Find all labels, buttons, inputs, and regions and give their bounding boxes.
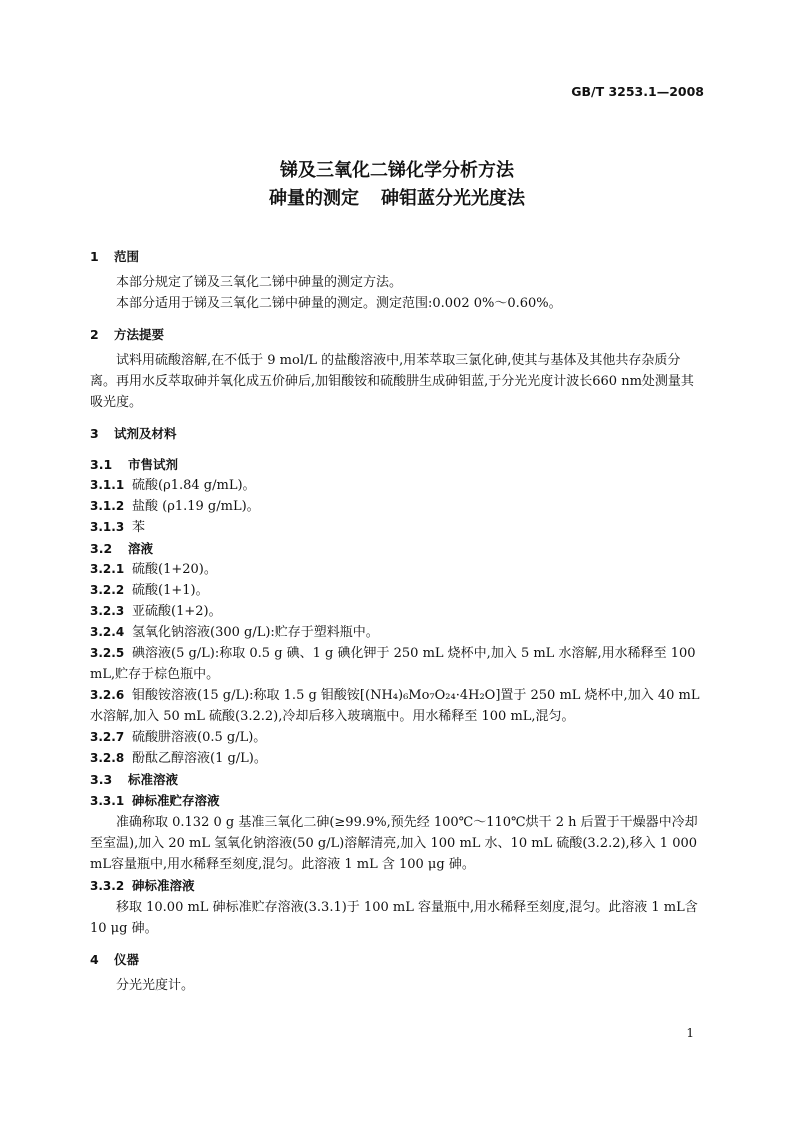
paragraph: 本部分规定了锑及三氧化二锑中砷量的测定方法。 [116,275,403,290]
list-item [90,601,706,622]
section-number: 1 [90,249,99,264]
section-heading-1 [90,246,706,267]
item-text: 硫酸(ρ1.84 g/mL)。 [132,478,256,493]
section-title: 仪器 [114,952,140,967]
item-text: 硫酸肼溶液(0.5 g/L)。 [132,730,267,745]
item-number: 3.2.2 [90,583,125,597]
page-number: 1 [686,1026,694,1040]
item-number: 3.2.1 [90,562,125,576]
section-number: 3 [90,426,99,441]
standard-code: GB/T 3253.1—2008 [571,84,704,99]
item-title: 砷标准溶液 [132,878,195,893]
sub-subsection-heading [90,875,706,897]
list-item [90,748,706,769]
section-title: 方法提要 [114,327,165,342]
item-number: 3.1.3 [90,520,125,534]
list-item [90,727,706,748]
item-number: 3.2.3 [90,604,125,618]
section-heading-4 [90,949,706,970]
subsection-title: 市售试剂 [128,457,179,472]
list-item [90,559,706,580]
sub-subsection-heading [90,790,706,812]
item-number: 3.2.4 [90,625,125,639]
paragraph: 试料用硫酸溶解,在不低于 9 mol/L 的盐酸溶液中,用苯萃取三氯化砷,使其与基体及其他共存杂质分离。再用水反萃取砷并氧化成五价砷后,加钼酸铵和硫酸肼生成砷钼蓝,于分光光度计波长660 nm处测量其吸光度。 [90,353,694,410]
list-item [90,475,706,496]
document-title-line1: 锑及三氧化二锑化学分析方法 [280,160,514,181]
list-item [90,685,706,727]
item-text: 硫酸(1+1)。 [132,583,209,598]
item-number: 3.3.1 [90,794,125,808]
paragraph: 移取 10.00 mL 砷标准贮存溶液(3.3.1)于 100 mL 容量瓶中,用水稀释至刻度,混匀。此溶液 1 mL含 10 μg 砷。 [90,900,698,936]
item-text: 苯 [132,520,146,535]
title-part-a: 砷量的测定 [269,188,359,209]
item-number: 3.2.8 [90,751,125,765]
section-title: 范围 [114,249,140,264]
section-number: 4 [90,952,99,967]
item-text: 盐酸 (ρ1.19 g/mL)。 [132,499,260,514]
subsection-number: 3.3 [90,772,113,787]
item-number: 3.2.7 [90,730,125,744]
subsection-heading [90,769,706,790]
subsection-title: 溶液 [128,541,154,556]
title-part-b: 砷钼蓝分光光度法 [381,188,525,209]
spacer [90,413,706,423]
list-item [90,580,706,601]
paragraph: 准确称取 0.132 0 g 基准三氧化二砷(≥99.9%,预先经 100℃～110℃烘干 2 h 后置于干燥器中冷却至室温),加入 20 mL 氢氧化钠溶液(50 g/L)溶解清亮,加入 100 mL 水、10 mL 硫酸(3.2.2),移入 1 000 mL容量瓶中,用水稀释至刻度,混匀。此溶液 1 mL 含 100 μg 砷。 [90,815,698,872]
section-heading-2 [90,324,706,345]
item-text: 钼酸铵溶液(15 g/L):称取 1.5 g 钼酸铵[(NH₄)₆Mo₇O₂₄·4H₂O]置于 250 mL 烧杯中,加入 40 mL 水溶解,加入 50 mL 硫酸(3.2.2),冷却后移入玻璃瓶中。用水稀释至 100 mL,混匀。 [90,688,700,724]
subsection-title: 标准溶液 [128,772,179,787]
item-text: 碘溶液(5 g/L):称取 0.5 g 碘、1 g 碘化钾于 250 mL 烧杯中,加入 5 mL 水溶解,用水稀释至 100 mL,贮存于棕色瓶中。 [90,646,696,682]
paragraph: 本部分适用于锑及三氧化二锑中砷量的测定。测定范围:0.002 0%～0.60%。 [116,296,562,311]
document-body [90,246,706,996]
item-number: 3.2.6 [90,688,125,702]
item-text: 氢氧化钠溶液(300 g/L):贮存于塑料瓶中。 [132,625,379,640]
list-item [90,496,706,517]
section-number: 2 [90,327,99,342]
list-item [90,622,706,643]
section-title: 试剂及材料 [114,426,177,441]
document-title-line2 [0,184,794,210]
paragraph: 分光光度计。 [116,978,195,993]
spacer [90,444,706,454]
item-number: 3.1.1 [90,478,125,492]
item-number: 3.2.5 [90,646,125,660]
spacer [90,314,706,324]
subsection-heading [90,538,706,559]
subsection-number: 3.1 [90,457,113,472]
subsection-number: 3.2 [90,541,113,556]
subsection-heading [90,454,706,475]
list-item [90,643,706,685]
item-number: 3.1.2 [90,499,125,513]
item-text: 酚酞乙醇溶液(1 g/L)。 [132,751,267,766]
item-title: 砷标准贮存溶液 [132,793,220,808]
item-number: 3.3.2 [90,879,125,893]
item-text: 亚硫酸(1+2)。 [132,604,222,619]
list-item [90,517,706,538]
section-heading-3 [90,423,706,444]
spacer [90,939,706,949]
item-text: 硫酸(1+20)。 [132,562,217,577]
